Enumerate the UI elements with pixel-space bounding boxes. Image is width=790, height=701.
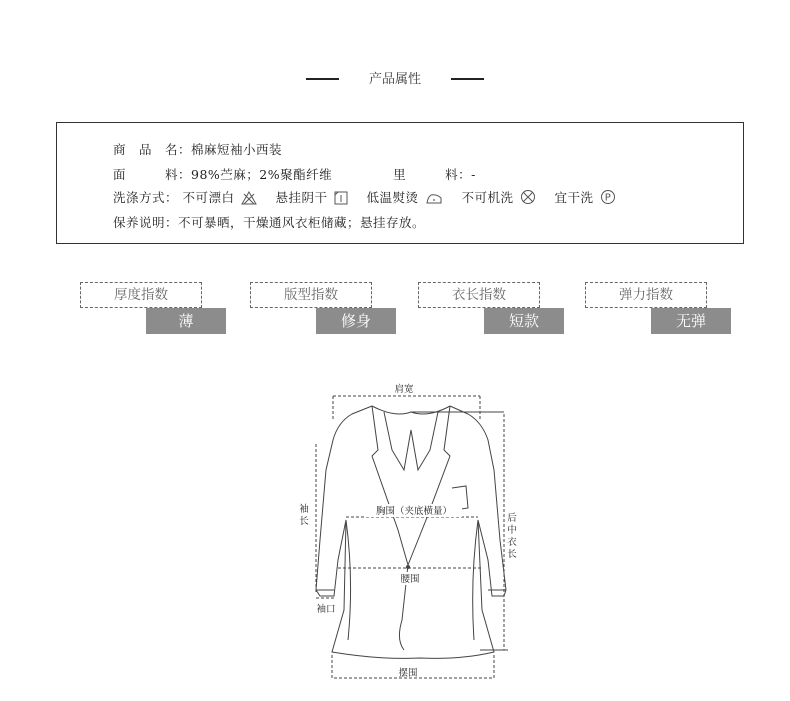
- care-no-machine-wash-text: 不可机洗: [461, 190, 514, 205]
- sleeve-label-2: 长: [299, 516, 309, 527]
- shoulder-line: [333, 396, 480, 420]
- back-length-label-1: 后: [507, 513, 517, 524]
- waist-label: 腰围: [400, 574, 420, 585]
- index-thickness-label: 厚度指数: [80, 282, 202, 308]
- lining-value: -: [471, 167, 476, 182]
- care-low-iron-text: 低温熨烫: [366, 190, 419, 205]
- jacket-side-seam-right: [473, 520, 478, 640]
- cuff-label: 袖口: [316, 604, 336, 615]
- jacket-lapel-right: [408, 406, 450, 565]
- jacket-side-seam-left: [346, 520, 351, 640]
- index-length-label: 衣长指数: [418, 282, 540, 308]
- back-length-label-3: 衣: [507, 537, 517, 548]
- sleeve-label-1: 袖: [299, 504, 309, 515]
- fabric-label: 面 料：: [113, 167, 192, 182]
- chest-label: 胸围（夹底横量）: [375, 506, 453, 517]
- jacket-outline: [316, 406, 506, 658]
- care-no-bleach-text: 不可漂白: [182, 190, 235, 205]
- back-length-label-2: 中: [507, 525, 517, 536]
- index-thickness-value: 薄: [146, 308, 226, 334]
- svg-text:P: P: [604, 192, 612, 204]
- care-label: 保养说明：: [113, 215, 179, 230]
- jacket-lapel-left: [372, 406, 408, 565]
- care-value: 不可暴晒，干燥通风衣柜储藏；悬挂存放。: [178, 215, 426, 230]
- hem-label: 摆围: [398, 668, 418, 679]
- fabric-value: 98%苎麻；2%聚酯纤维: [191, 167, 333, 182]
- jacket-collar-inner: [384, 412, 438, 470]
- product-name-label: 商 品 名：: [113, 142, 192, 157]
- wash-label: 洗涤方式：: [113, 190, 179, 205]
- index-elasticity-value: 无弹: [651, 308, 731, 334]
- product-name-value: 棉麻短袖小西装: [191, 142, 283, 157]
- care-dry-clean-text: 宜干洗: [554, 190, 594, 205]
- care-line-dry-text: 悬挂阴干: [275, 190, 328, 205]
- index-fit-value: 修身: [316, 308, 396, 334]
- section-title: 产品属性: [368, 72, 421, 87]
- shoulder-label: 肩宽: [394, 384, 414, 395]
- index-elasticity-label: 弹力指数: [585, 282, 707, 308]
- lining-label: 里 料：: [393, 167, 472, 182]
- back-length-label-4: 长: [507, 549, 517, 560]
- index-fit-label: 版型指数: [250, 282, 372, 308]
- index-length-value: 短款: [484, 308, 564, 334]
